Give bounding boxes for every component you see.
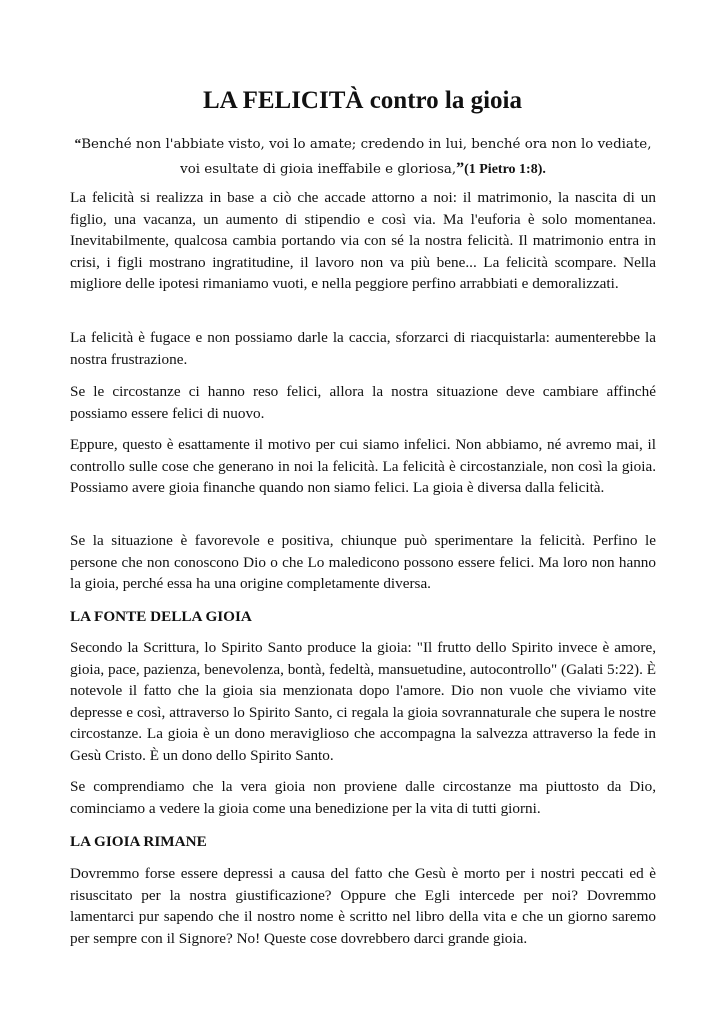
body-paragraph-2: La felicità è fugace e non possiamo darle la caccia, sforzarci di riacquistarla: aumenterebbe la nostra frustrazione.: [70, 329, 656, 368]
section1-paragraph-2: Se comprendiamo che la vera gioia non proviene dalle circostanze ma piuttosto da Dio, cominciamo a vedere la gioia come una benedizione per la vita di tutti giorni.: [70, 778, 656, 817]
section1-paragraph-1: Secondo la Scrittura, lo Spirito Santo produce la gioia: "Il frutto dello Spirito invece è amore, gioia, pace, pazienza, benevolenza, bontà, fedeltà, mansuetudine, autocontrollo" (Galati 5:22). È notevole il fatto che la gioia sia menzionata dopo l'amore. Dio non vuole che viviamo vite depresse e così, attraverso lo Spirito Santo, ci regala la gioia sovrannaturale che supera le nostre circostanze. La gioia è un dono meraviglioso che accompagna la salvezza attraverso la fede in Gesù Cristo. È un dono dello Spirito Santo.: [70, 639, 656, 764]
quote-close-mark: ”: [456, 160, 465, 177]
section-heading-fonte: LA FONTE DELLA GIOIA: [70, 608, 252, 625]
quote-reference: (1 Pietro 1:8).: [464, 162, 546, 177]
scripture-quote: [70, 132, 656, 182]
body-paragraph-3: Se le circostanze ci hanno reso felici, allora la nostra situazione deve cambiare affinché possiamo essere felici di nuovo.: [70, 383, 656, 422]
section-heading-rimane: LA GIOIA RIMANE: [70, 833, 207, 850]
body-paragraph-4: Eppure, questo è esattamente il motivo per cui siamo infelici. Non abbiamo, né avremo mai, il controllo sulle cose che generano in noi la felicità. La felicità è circostanziale, non così la gioia. Possiamo avere gioia finanche quando non siamo felici. La gioia è diversa dalla felicità.: [70, 436, 656, 497]
quote-open-mark: “: [74, 136, 82, 151]
body-paragraph-1: La felicità si realizza in base a ciò che accade attorno a noi: il matrimonio, la nascita di un figlio, una vacanza, un aumento di stipendio e così via. Ma l'euforia è solo momentanea. Inevitabilmente, qualcosa cambia portando via con sé la nostra felicità. Il matrimonio entra in crisi, i figli mostrano ingratitudine, il lavoro non va più bene... La felicità scompare. Nella migliore delle ipotesi rimaniamo vuoti, e nella peggiore perfino arrabbiati e demoralizzati.: [70, 189, 656, 293]
document-title: LA FELICITÀ contro la gioia: [202, 87, 523, 114]
body-paragraph-5: Se la situazione è favorevole e positiva, chiunque può sperimentare la felicità. Perfino le persone che non conoscono Dio o che Lo maledicono possono essere felici. Ma loro non hanno la gioia, perché essa ha una origine completamente diversa.: [70, 532, 656, 593]
section2-paragraph-1: Dovremmo forse essere depressi a causa del fatto che Gesù è morto per i nostri peccati ed è risuscitato per la nostra giustificazione? Oppure che Egli intercede per noi? Dovremmo lamentarci pur sapendo che il nostro nome è scritto nel libro della vita e che un giorno saremo per sempre con il Signore? No! Queste cose dovrebbero darci grande gioia.: [70, 865, 656, 947]
quote-text: Benché non l'abbiate visto, voi lo amate; credendo in lui, benché ora non lo vediate, voi esultate di gioia ineffabile e gloriosa,: [81, 137, 652, 177]
